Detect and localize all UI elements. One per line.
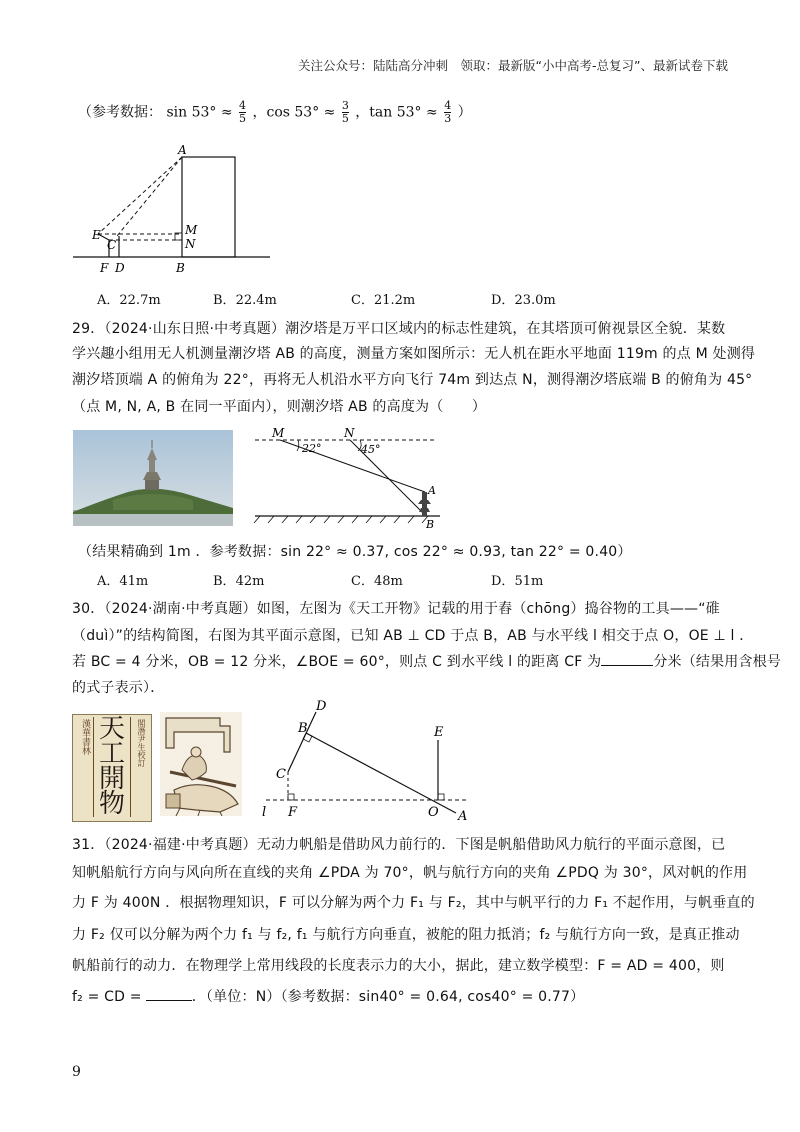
q29-line-1: 29．（2024·山东日照·中考真题）潮汐塔是万平口区域内的标志性建筑，在其塔顶可俯视景区全貌．某数 <box>72 321 726 337</box>
q28-building-figure <box>70 140 330 280</box>
label-m: M <box>185 223 198 237</box>
q29-option-d[interactable]: D．51m <box>491 574 544 589</box>
label-d: D <box>115 261 125 275</box>
sin-fraction: $\frac{4}{5}$ <box>239 99 247 125</box>
q29-option-c[interactable]: C．48m <box>351 574 403 589</box>
page-number: 9 <box>72 1064 81 1080</box>
q30-line-3-text: 若 BC = 4 分米，OB = 12 分米，∠BOE = 60°，则点 C 到水平线 l 的距离 CF 为 <box>72 654 602 670</box>
label-c: C <box>107 238 117 252</box>
q29-option-b[interactable]: B．42m <box>213 574 265 589</box>
q30-answer-blank[interactable] <box>601 665 653 666</box>
q29-reference-data: （结果精确到 1m ．参考数据：sin 22° ≈ 0.37, cos 22° ≈ 0.93, tan 22° = 0.40） <box>78 544 632 560</box>
q31-line-1: 31．（2024·福建·中考真题）无动力帆船是借助风力前行的．下图是帆船借助风力航行的平面示意图，已 <box>72 837 726 853</box>
q30-line-2: （duì）”的结构简图，右图为其平面示意图，已知 AB ⊥ CD 于点 B，AB 与水平线 l 相交于点 O，OE ⊥ l ． <box>72 628 754 644</box>
label-d: D <box>316 699 327 714</box>
q30-line-3-tail: 分米（结果用含根号 <box>653 654 782 670</box>
label-b: B <box>426 518 435 531</box>
cover-side-text-left: 漢華書林 <box>80 719 90 755</box>
q29-line-2: 学兴趣小组用无人机测量潮汐塔 AB 的高度，测量方案如图所示：无人机在距水平地面 119m 的点 M 处测得 <box>72 346 756 362</box>
cos-label: ，cos 53° ≈ <box>252 104 336 121</box>
label-e: E <box>92 228 101 242</box>
label-n: N <box>344 426 355 440</box>
label-b: B <box>298 721 308 736</box>
angle-22: 22° <box>302 442 322 455</box>
q30-geometry-diagram <box>258 700 478 822</box>
label-l: l <box>262 805 267 820</box>
label-a: A <box>178 143 187 157</box>
q30-line-4: 的式子表示）． <box>72 680 165 696</box>
q31-line-6-tail: ．（单位：N）（参考数据：sin40° = 0.64, cos40° = 0.77） <box>191 989 585 1005</box>
q29-drone-diagram <box>250 424 450 534</box>
ref-suffix: ） <box>457 104 472 121</box>
q31-line-6-text: f₂ = CD = <box>72 989 142 1005</box>
label-a: A <box>428 484 436 497</box>
q28-reference-data <box>78 100 472 125</box>
q29-line-3: 潮汐塔顶端 A 的俯角为 22°，再将无人机沿水平方向飞行 74m 到达点 N，测得潮汐塔底端 B 的俯角为 45° <box>72 372 753 388</box>
q31-line-6 <box>72 986 584 1006</box>
q28-option-c[interactable]: C．21.2m <box>351 293 416 308</box>
cover-side-text-right: 閣潛尹生校訂 <box>137 719 146 767</box>
tan-fraction: $\frac{4}{3}$ <box>444 99 452 125</box>
label-n: N <box>185 237 196 251</box>
cos-fraction: $\frac{3}{5}$ <box>341 99 349 125</box>
page-header: 关注公众号：陆陆高分冲刺 领取：最新版“小中高考-总复习”、最新试卷下载 <box>298 58 728 73</box>
label-c: C <box>276 767 286 782</box>
sin-label: sin 53° ≈ <box>166 104 233 121</box>
q28-option-d[interactable]: D．23.0m <box>491 293 556 308</box>
q31-line-3: 力 F 为 400N ．根据物理知识，F 可以分解为两个力 F₁ 与 F₂，其中与帆平行的力 F₁ 不起作用，与帆垂直的 <box>72 895 755 911</box>
label-a: A <box>458 809 468 824</box>
angle-45: 45° <box>361 443 381 456</box>
tidal-tower-photo <box>73 430 233 526</box>
label-f: F <box>100 261 109 275</box>
pestle-tool-illustration <box>160 712 242 816</box>
label-o: O <box>428 805 439 820</box>
q28-option-b[interactable]: B．22.4m <box>213 293 277 308</box>
q30-line-3 <box>72 651 781 671</box>
ref-prefix: （参考数据： <box>78 104 162 121</box>
label-e: E <box>434 725 444 740</box>
tan-label: ，tan 53° ≈ <box>355 104 438 121</box>
label-b: B <box>176 261 185 275</box>
q29-option-a[interactable]: A．41m <box>97 574 149 589</box>
label-f: F <box>288 805 298 820</box>
q31-answer-blank[interactable] <box>146 1000 192 1001</box>
q31-line-5: 帆船前行的动力．在物理学上常用线段的长度表示力的大小，据此，建立数学模型：F = AD = 400，则 <box>72 958 725 974</box>
q28-option-a[interactable]: A．22.7m <box>97 293 161 308</box>
tiangong-kaiwu-cover <box>72 714 152 822</box>
label-m: M <box>272 426 285 440</box>
q31-line-4: 力 F₂ 仅可以分解为两个力 f₁ 与 f₂, f₁ 与航行方向垂直，被舵的阻力抵消；f₂ 与航行方向一致，是真正推动 <box>72 927 740 943</box>
q30-line-1: 30．（2024·湖南·中考真题）如图，左图为《天工开物》记载的用于舂（chōng）捣谷物的工具——“碓 <box>72 601 720 617</box>
cover-title: 天工開物 <box>93 717 131 817</box>
q29-line-4: （点 M, N, A, B 在同一平面内），则潮汐塔 AB 的高度为（ ） <box>72 399 487 415</box>
q31-line-2: 知帆船航行方向与风向所在直线的夹角 ∠PDA 为 70°，帆与航行方向的夹角 ∠PDQ 为 30°，风对帆的作用 <box>72 865 748 881</box>
